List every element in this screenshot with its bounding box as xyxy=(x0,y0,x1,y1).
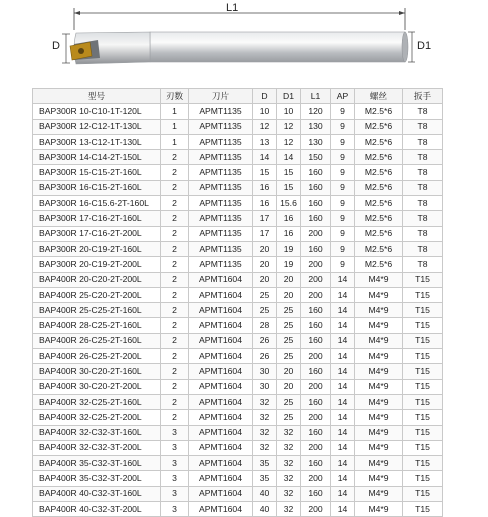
l1-right-arrow xyxy=(399,11,405,15)
cell-col-insert: APMT1604 xyxy=(189,379,253,394)
cell-col-wrench: T8 xyxy=(403,134,443,149)
cell-col-d1: 10 xyxy=(277,104,301,119)
cell-col-d1: 19 xyxy=(277,241,301,256)
cell-col-ap: 14 xyxy=(331,287,355,302)
cell-col-d: 30 xyxy=(253,379,277,394)
cell-col-d1: 12 xyxy=(277,119,301,134)
cell-col-wrench: T15 xyxy=(403,364,443,379)
cell-col-model: BAP400R 32-C32-3T-160L xyxy=(33,425,161,440)
cell-col-model: BAP300R 10-C10-1T-120L xyxy=(33,104,161,119)
cell-col-flutes: 2 xyxy=(161,318,189,333)
cell-col-screw: M2.5*6 xyxy=(355,257,403,272)
cell-col-d: 30 xyxy=(253,364,277,379)
cell-col-insert: APMT1604 xyxy=(189,318,253,333)
cell-col-wrench: T15 xyxy=(403,303,443,318)
cell-col-insert: APMT1604 xyxy=(189,364,253,379)
cell-col-flutes: 2 xyxy=(161,241,189,256)
cell-col-insert: APMT1604 xyxy=(189,303,253,318)
cell-col-wrench: T8 xyxy=(403,226,443,241)
cell-col-insert: APMT1135 xyxy=(189,226,253,241)
cell-col-screw: M2.5*6 xyxy=(355,211,403,226)
cell-col-insert: APMT1135 xyxy=(189,104,253,119)
table-row xyxy=(33,425,443,440)
cell-col-ap: 14 xyxy=(331,272,355,287)
cell-col-insert: APMT1604 xyxy=(189,502,253,517)
spec-table xyxy=(32,88,443,517)
cell-col-ap: 9 xyxy=(331,119,355,134)
header-col-d: D xyxy=(253,89,277,104)
header-col-screw: 螺丝 xyxy=(355,89,403,104)
cell-col-l1: 160 xyxy=(301,211,331,226)
cell-col-ap: 14 xyxy=(331,349,355,364)
cell-col-d: 32 xyxy=(253,440,277,455)
cell-col-wrench: T8 xyxy=(403,196,443,211)
cell-col-d1: 20 xyxy=(277,379,301,394)
cell-col-l1: 200 xyxy=(301,287,331,302)
table-row xyxy=(33,241,443,256)
table-row xyxy=(33,349,443,364)
cell-col-flutes: 1 xyxy=(161,104,189,119)
cell-col-insert: APMT1135 xyxy=(189,180,253,195)
cell-col-insert: APMT1135 xyxy=(189,119,253,134)
table-row xyxy=(33,486,443,501)
cell-col-ap: 14 xyxy=(331,502,355,517)
cell-col-insert: APMT1604 xyxy=(189,287,253,302)
cell-col-wrench: T15 xyxy=(403,471,443,486)
cell-col-l1: 200 xyxy=(301,410,331,425)
cell-col-l1: 160 xyxy=(301,364,331,379)
header-col-l1: L1 xyxy=(301,89,331,104)
cell-col-insert: APMT1135 xyxy=(189,211,253,226)
l1-left-arrow xyxy=(74,11,80,15)
cell-col-l1: 200 xyxy=(301,226,331,241)
cell-col-d: 32 xyxy=(253,394,277,409)
cell-col-d1: 32 xyxy=(277,456,301,471)
cell-col-model: BAP300R 16-C15.6-2T-160L xyxy=(33,196,161,211)
table-row xyxy=(33,165,443,180)
cell-col-d: 12 xyxy=(253,119,277,134)
cell-col-flutes: 2 xyxy=(161,165,189,180)
cell-col-ap: 14 xyxy=(331,333,355,348)
cell-col-wrench: T15 xyxy=(403,318,443,333)
cell-col-insert: APMT1604 xyxy=(189,425,253,440)
cell-col-l1: 160 xyxy=(301,180,331,195)
cell-col-model: BAP300R 17-C16-2T-160L xyxy=(33,211,161,226)
table-row xyxy=(33,303,443,318)
cell-col-model: BAP400R 30-C20-2T-160L xyxy=(33,364,161,379)
cell-col-wrench: T8 xyxy=(403,104,443,119)
cell-col-model: BAP300R 20-C19-2T-200L xyxy=(33,257,161,272)
cell-col-wrench: T15 xyxy=(403,425,443,440)
table-row xyxy=(33,456,443,471)
cell-col-screw: M4*9 xyxy=(355,318,403,333)
table-row xyxy=(33,150,443,165)
cell-col-d1: 25 xyxy=(277,303,301,318)
cell-col-screw: M2.5*6 xyxy=(355,241,403,256)
cell-col-flutes: 3 xyxy=(161,486,189,501)
cell-col-insert: APMT1604 xyxy=(189,440,253,455)
cell-col-model: BAP300R 17-C16-2T-200L xyxy=(33,226,161,241)
cell-col-flutes: 2 xyxy=(161,180,189,195)
cell-col-wrench: T15 xyxy=(403,486,443,501)
cell-col-screw: M4*9 xyxy=(355,272,403,287)
table-row xyxy=(33,272,443,287)
cell-col-wrench: T8 xyxy=(403,257,443,272)
cell-col-d1: 15.6 xyxy=(277,196,301,211)
cell-col-d1: 32 xyxy=(277,471,301,486)
header-col-flutes: 刃数 xyxy=(161,89,189,104)
cell-col-l1: 160 xyxy=(301,318,331,333)
cell-col-l1: 200 xyxy=(301,471,331,486)
cell-col-d: 16 xyxy=(253,196,277,211)
cell-col-d1: 20 xyxy=(277,364,301,379)
cell-col-ap: 9 xyxy=(331,226,355,241)
cell-col-wrench: T15 xyxy=(403,440,443,455)
tool-shank xyxy=(150,32,405,62)
cell-col-ap: 14 xyxy=(331,471,355,486)
cell-col-ap: 14 xyxy=(331,486,355,501)
cell-col-wrench: T15 xyxy=(403,333,443,348)
cell-col-ap: 9 xyxy=(331,196,355,211)
cell-col-d: 16 xyxy=(253,180,277,195)
table-row xyxy=(33,211,443,226)
cell-col-d1: 16 xyxy=(277,211,301,226)
table-body xyxy=(33,104,443,517)
cell-col-flutes: 2 xyxy=(161,257,189,272)
cell-col-model: BAP400R 20-C20-2T-200L xyxy=(33,272,161,287)
cell-col-wrench: T8 xyxy=(403,211,443,226)
cell-col-l1: 160 xyxy=(301,241,331,256)
cell-col-insert: APMT1604 xyxy=(189,394,253,409)
cell-col-insert: APMT1135 xyxy=(189,150,253,165)
cell-col-screw: M2.5*6 xyxy=(355,104,403,119)
cell-col-wrench: T15 xyxy=(403,349,443,364)
cell-col-d1: 16 xyxy=(277,226,301,241)
cell-col-l1: 160 xyxy=(301,456,331,471)
cell-col-ap: 14 xyxy=(331,394,355,409)
cell-col-d1: 15 xyxy=(277,165,301,180)
cell-col-ap: 14 xyxy=(331,379,355,394)
table-row xyxy=(33,287,443,302)
cell-col-model: BAP400R 28-C25-2T-160L xyxy=(33,318,161,333)
cell-col-ap: 9 xyxy=(331,257,355,272)
cell-col-flutes: 2 xyxy=(161,287,189,302)
cell-col-l1: 160 xyxy=(301,486,331,501)
cell-col-ap: 14 xyxy=(331,318,355,333)
cell-col-d: 17 xyxy=(253,211,277,226)
cell-col-insert: APMT1604 xyxy=(189,471,253,486)
cell-col-d: 32 xyxy=(253,425,277,440)
cell-col-insert: APMT1604 xyxy=(189,272,253,287)
cell-col-model: BAP300R 14-C14-2T-150L xyxy=(33,150,161,165)
cell-col-ap: 9 xyxy=(331,180,355,195)
cell-col-d: 32 xyxy=(253,410,277,425)
cell-col-d: 40 xyxy=(253,502,277,517)
cell-col-screw: M4*9 xyxy=(355,287,403,302)
cell-col-model: BAP400R 32-C25-2T-200L xyxy=(33,410,161,425)
cell-col-flutes: 2 xyxy=(161,394,189,409)
cell-col-screw: M2.5*6 xyxy=(355,134,403,149)
table-row xyxy=(33,394,443,409)
cell-col-flutes: 1 xyxy=(161,119,189,134)
cell-col-insert: APMT1604 xyxy=(189,333,253,348)
cell-col-wrench: T15 xyxy=(403,394,443,409)
cell-col-ap: 9 xyxy=(331,104,355,119)
shank-diameter-label: D1 xyxy=(417,40,432,52)
cell-col-l1: 200 xyxy=(301,440,331,455)
cell-col-insert: APMT1135 xyxy=(189,257,253,272)
cell-col-d: 20 xyxy=(253,257,277,272)
cell-col-d1: 19 xyxy=(277,257,301,272)
table-row xyxy=(33,180,443,195)
cell-col-d: 35 xyxy=(253,471,277,486)
cell-col-flutes: 2 xyxy=(161,379,189,394)
table-row xyxy=(33,196,443,211)
header-col-ap: AP xyxy=(331,89,355,104)
cell-col-ap: 9 xyxy=(331,165,355,180)
cell-col-d: 20 xyxy=(253,241,277,256)
cell-col-model: BAP300R 20-C19-2T-160L xyxy=(33,241,161,256)
cell-col-flutes: 3 xyxy=(161,456,189,471)
cell-col-insert: APMT1604 xyxy=(189,456,253,471)
cell-col-flutes: 2 xyxy=(161,364,189,379)
cell-col-ap: 14 xyxy=(331,440,355,455)
cell-col-screw: M4*9 xyxy=(355,425,403,440)
cell-col-d: 26 xyxy=(253,333,277,348)
cell-col-d1: 25 xyxy=(277,333,301,348)
cell-col-l1: 160 xyxy=(301,303,331,318)
cell-col-d: 25 xyxy=(253,303,277,318)
cell-col-insert: APMT1604 xyxy=(189,349,253,364)
table-row xyxy=(33,318,443,333)
cell-col-d: 25 xyxy=(253,287,277,302)
table-row xyxy=(33,104,443,119)
cell-col-flutes: 2 xyxy=(161,196,189,211)
cell-col-flutes: 3 xyxy=(161,471,189,486)
cell-col-d: 20 xyxy=(253,272,277,287)
cell-col-ap: 9 xyxy=(331,150,355,165)
cell-col-l1: 150 xyxy=(301,150,331,165)
cell-col-screw: M4*9 xyxy=(355,349,403,364)
cell-col-screw: M2.5*6 xyxy=(355,226,403,241)
cell-col-ap: 14 xyxy=(331,303,355,318)
cell-col-model: BAP300R 12-C12-1T-130L xyxy=(33,119,161,134)
cell-col-flutes: 2 xyxy=(161,349,189,364)
cell-col-screw: M2.5*6 xyxy=(355,150,403,165)
cell-col-model: BAP400R 25-C25-2T-160L xyxy=(33,303,161,318)
cell-col-d1: 20 xyxy=(277,272,301,287)
cell-col-wrench: T8 xyxy=(403,119,443,134)
cell-col-wrench: T15 xyxy=(403,502,443,517)
cell-col-model: BAP400R 35-C32-3T-200L xyxy=(33,471,161,486)
cell-col-screw: M2.5*6 xyxy=(355,119,403,134)
cell-col-d1: 25 xyxy=(277,318,301,333)
cell-col-insert: APMT1604 xyxy=(189,410,253,425)
cell-col-l1: 200 xyxy=(301,257,331,272)
cell-col-wrench: T15 xyxy=(403,379,443,394)
cell-col-flutes: 3 xyxy=(161,425,189,440)
cell-col-model: BAP400R 32-C25-2T-160L xyxy=(33,394,161,409)
cell-col-insert: APMT1135 xyxy=(189,165,253,180)
cell-col-flutes: 2 xyxy=(161,303,189,318)
table-row xyxy=(33,410,443,425)
cell-col-model: BAP300R 15-C15-2T-160L xyxy=(33,165,161,180)
table-row xyxy=(33,226,443,241)
cell-col-screw: M4*9 xyxy=(355,303,403,318)
cell-col-insert: APMT1135 xyxy=(189,134,253,149)
shank-end xyxy=(402,32,408,62)
cell-col-d: 17 xyxy=(253,226,277,241)
table-row xyxy=(33,364,443,379)
table-row xyxy=(33,134,443,149)
end-mill-drawing xyxy=(0,0,488,86)
cell-col-model: BAP400R 25-C20-2T-200L xyxy=(33,287,161,302)
cell-col-l1: 200 xyxy=(301,349,331,364)
header-col-model: 型号 xyxy=(33,89,161,104)
cell-col-screw: M4*9 xyxy=(355,456,403,471)
cell-col-d: 40 xyxy=(253,486,277,501)
cell-col-l1: 160 xyxy=(301,165,331,180)
cell-col-ap: 9 xyxy=(331,211,355,226)
cell-col-screw: M2.5*6 xyxy=(355,180,403,195)
cell-col-d: 10 xyxy=(253,104,277,119)
cell-col-model: BAP400R 26-C25-2T-200L xyxy=(33,349,161,364)
cell-col-model: BAP400R 30-C20-2T-200L xyxy=(33,379,161,394)
cell-col-screw: M4*9 xyxy=(355,333,403,348)
table-header-row xyxy=(33,89,443,104)
cell-col-wrench: T8 xyxy=(403,180,443,195)
cell-col-d: 28 xyxy=(253,318,277,333)
cell-col-ap: 14 xyxy=(331,425,355,440)
cell-col-flutes: 2 xyxy=(161,150,189,165)
cell-col-l1: 200 xyxy=(301,379,331,394)
cell-col-wrench: T15 xyxy=(403,410,443,425)
cell-col-wrench: T8 xyxy=(403,241,443,256)
table-row xyxy=(33,502,443,517)
cell-col-ap: 9 xyxy=(331,134,355,149)
cell-col-l1: 160 xyxy=(301,394,331,409)
table-row xyxy=(33,440,443,455)
cell-col-model: BAP300R 16-C15-2T-160L xyxy=(33,180,161,195)
length-label: L1 xyxy=(226,2,239,14)
table-row xyxy=(33,471,443,486)
cell-col-l1: 160 xyxy=(301,196,331,211)
cell-col-flutes: 2 xyxy=(161,410,189,425)
cell-col-screw: M4*9 xyxy=(355,502,403,517)
cell-col-insert: APMT1604 xyxy=(189,486,253,501)
cell-col-flutes: 3 xyxy=(161,440,189,455)
cell-col-l1: 130 xyxy=(301,119,331,134)
cell-col-d1: 32 xyxy=(277,486,301,501)
cell-col-flutes: 2 xyxy=(161,211,189,226)
cell-col-screw: M4*9 xyxy=(355,379,403,394)
cell-col-d1: 32 xyxy=(277,425,301,440)
cell-col-wrench: T15 xyxy=(403,456,443,471)
cell-col-d: 15 xyxy=(253,165,277,180)
cell-col-screw: M4*9 xyxy=(355,410,403,425)
cell-col-insert: APMT1135 xyxy=(189,241,253,256)
cell-col-wrench: T8 xyxy=(403,150,443,165)
cell-col-flutes: 2 xyxy=(161,272,189,287)
header-col-wrench: 扳手 xyxy=(403,89,443,104)
cell-col-model: BAP400R 26-C25-2T-160L xyxy=(33,333,161,348)
cell-col-insert: APMT1135 xyxy=(189,196,253,211)
cell-col-l1: 160 xyxy=(301,425,331,440)
cell-col-flutes: 2 xyxy=(161,226,189,241)
table-row xyxy=(33,257,443,272)
cell-col-screw: M4*9 xyxy=(355,486,403,501)
cell-col-l1: 200 xyxy=(301,272,331,287)
cell-col-model: BAP400R 40-C32-3T-200L xyxy=(33,502,161,517)
cell-col-wrench: T15 xyxy=(403,272,443,287)
cell-col-l1: 200 xyxy=(301,502,331,517)
cell-col-l1: 160 xyxy=(301,333,331,348)
cell-col-d1: 20 xyxy=(277,287,301,302)
cell-col-l1: 120 xyxy=(301,104,331,119)
cut-diameter-label: D xyxy=(52,40,60,52)
cell-col-flutes: 3 xyxy=(161,502,189,517)
header-col-d1: D1 xyxy=(277,89,301,104)
cell-col-d: 13 xyxy=(253,134,277,149)
cell-col-d1: 25 xyxy=(277,349,301,364)
cell-col-l1: 130 xyxy=(301,134,331,149)
cell-col-screw: M2.5*6 xyxy=(355,196,403,211)
header-col-insert: 刀片 xyxy=(189,89,253,104)
cell-col-ap: 9 xyxy=(331,241,355,256)
cell-col-model: BAP400R 40-C32-3T-160L xyxy=(33,486,161,501)
cell-col-screw: M4*9 xyxy=(355,440,403,455)
cell-col-wrench: T8 xyxy=(403,165,443,180)
cell-col-screw: M4*9 xyxy=(355,471,403,486)
cell-col-model: BAP300R 13-C12-1T-130L xyxy=(33,134,161,149)
cell-col-wrench: T15 xyxy=(403,287,443,302)
cell-col-d1: 14 xyxy=(277,150,301,165)
cell-col-ap: 14 xyxy=(331,456,355,471)
cell-col-flutes: 1 xyxy=(161,134,189,149)
cell-col-d1: 25 xyxy=(277,394,301,409)
table-row xyxy=(33,379,443,394)
table-row xyxy=(33,119,443,134)
cell-col-d1: 25 xyxy=(277,410,301,425)
cell-col-d: 14 xyxy=(253,150,277,165)
cell-col-screw: M4*9 xyxy=(355,364,403,379)
cell-col-d1: 12 xyxy=(277,134,301,149)
cell-col-d: 35 xyxy=(253,456,277,471)
cell-col-d: 26 xyxy=(253,349,277,364)
tool-diagram xyxy=(0,0,488,86)
table-row xyxy=(33,333,443,348)
cell-col-ap: 14 xyxy=(331,364,355,379)
cell-col-screw: M4*9 xyxy=(355,394,403,409)
insert-screw xyxy=(78,48,84,54)
cell-col-d1: 15 xyxy=(277,180,301,195)
cell-col-d1: 32 xyxy=(277,440,301,455)
cell-col-model: BAP400R 35-C32-3T-160L xyxy=(33,456,161,471)
cell-col-ap: 14 xyxy=(331,410,355,425)
cell-col-model: BAP400R 32-C32-3T-200L xyxy=(33,440,161,455)
cell-col-screw: M2.5*6 xyxy=(355,165,403,180)
cell-col-flutes: 2 xyxy=(161,333,189,348)
cell-col-d1: 32 xyxy=(277,502,301,517)
